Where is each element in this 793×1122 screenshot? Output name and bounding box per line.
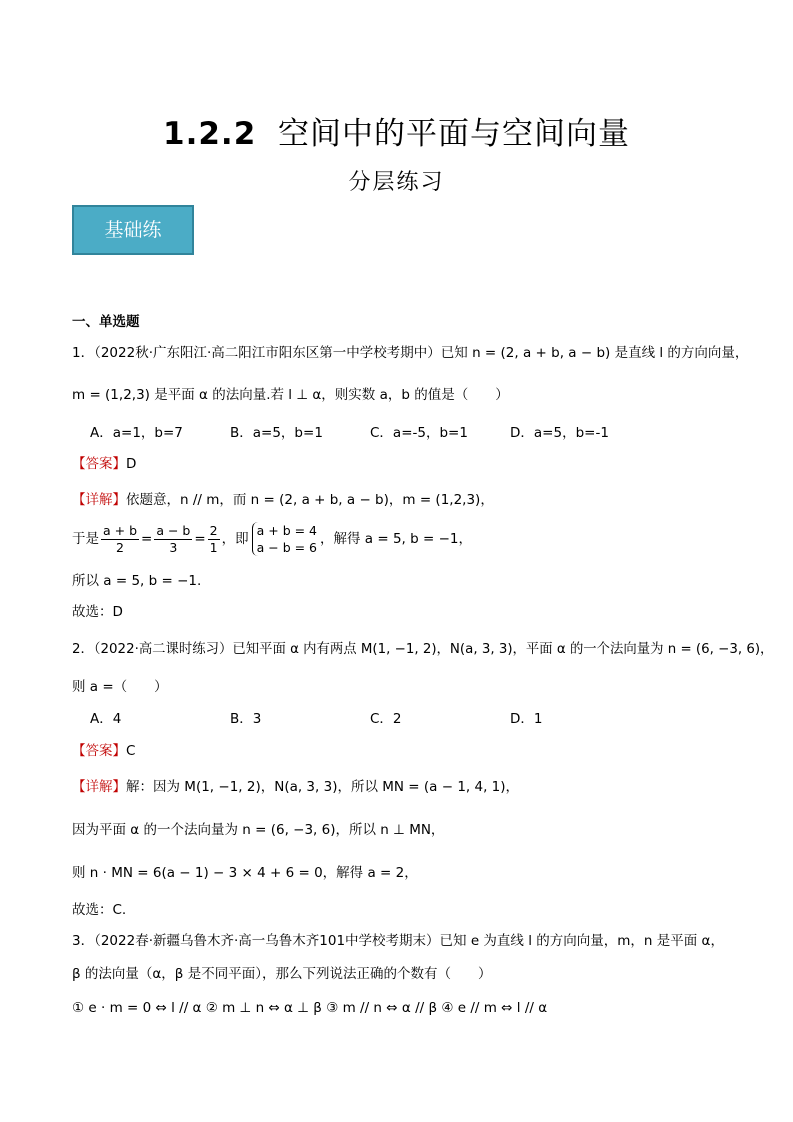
q3-stem-line1: 3．（2022春·新疆乌鲁木齐·高一乌鲁木齐101中学校考期末）已知 e 为直线 l 的方向向量，m，n 是平面 α， [72,933,724,949]
q2-option-d: D．1 [510,711,543,727]
q1-stem-line1: 1．（2022秋·广东阳江·高二阳江市阳东区第一中学校考期中）已知 n = (2, a + b, a − b) 是直线 l 的方向向量， [72,345,749,361]
answer-tag: 【答案】 [72,743,126,759]
title-number: 1.2.2 [163,116,257,152]
q1-detail2-mid: ，即 [221,531,249,547]
fraction-numerator: 2 [209,522,218,538]
q3-stem-line3: ① e · m = 0 ⇔ l // α ② m ⊥ n ⇔ α ⊥ β ③ m // n ⇔ α // β ④ e // m ⇔ l // α [72,1000,548,1016]
q1-choose: 故选：D [72,604,123,620]
equation-bottom: a − b = 6 [256,540,317,555]
q2-answer-value: C [126,743,136,759]
q1-detail-line2: 于是 $\frac{a + b}{2}$ = $\frac{a - b}{3}$ = $\frac{2}{1}$ ，即 a + b = 4 a − b = 6 ，解得 a = 5, b = −1， [72,522,472,555]
q2-options [90,707,650,727]
q2-detail-line1 [72,775,519,795]
level-badge: 基础练 [72,205,194,255]
detail-tag: 【详解】 [72,492,126,508]
q2-option-a: A．4 [90,711,122,727]
q2-detail-text1: 解：因为 M(1, −1, 2)，N(a, 3, 3)，所以 MN = (a − 1, 4, 1)， [126,779,520,795]
fraction-numerator: a − b [156,522,191,538]
fraction [154,523,192,556]
q1-answer-value: D [126,456,137,472]
equation-system [252,522,317,556]
fraction-numerator: a + b [103,522,138,538]
answer-tag: 【答案】 [72,456,126,472]
page-title [0,108,793,153]
q1-option-b: B．a=5，b=1 [230,425,323,441]
q2-stem-line1: 2．（2022·高二课时练习）已知平面 α 内有两点 M(1, −1, 2)，N(a, 3, 3)，平面 α 的一个法向量为 n = (6, −3, 6)， [72,641,774,657]
q2-option-c: C．2 [370,711,402,727]
equation-top: a + b = 4 [256,523,317,538]
q1-options [90,421,650,441]
q1-detail-line3: 所以 a = 5, b = −1. [72,573,202,589]
q2-stem-line2: 则 a =（ ） [72,679,168,695]
fraction-denominator: 1 [209,539,218,555]
q3-stem-line2: β 的法向量（α，β 是不同平面），那么下列说法正确的个数有（ ） [72,966,492,982]
q1-option-d: D．a=5，b=-1 [510,425,609,441]
fraction [101,523,139,556]
q1-answer [72,452,136,472]
q2-option-b: B．3 [230,711,262,727]
fraction [208,523,220,556]
fraction-denominator: 2 [116,539,124,555]
q2-answer [72,739,135,759]
q2-detail-line3: 则 n · MN = 6(a − 1) − 3 × 4 + 6 = 0，解得 a = 2， [72,865,418,881]
q1-option-c: C．a=-5，b=1 [370,425,468,441]
fraction-denominator: 3 [169,539,178,555]
q1-detail2-post: ，解得 a = 5, b = −1， [320,531,472,547]
q2-choose: 故选：C. [72,902,127,918]
section-heading: 一、单选题 [72,314,140,330]
q1-option-a: A．a=1，b=7 [90,425,183,441]
detail-tag: 【详解】 [72,779,126,795]
title-text: 空间中的平面与空间向量 [277,116,630,152]
q1-stem-line2: m = (1,2,3) 是平面 α 的法向量.若 l ⊥ α，则实数 a，b 的值是（ ） [72,387,509,403]
q1-detail-text1: 依题意，n // m，而 n = (2, a + b, a − b)，m = (1,2,3)， [126,492,494,508]
q2-detail-line2: 因为平面 α 的一个法向量为 n = (6, −3, 6)，所以 n ⊥ MN， [72,822,445,838]
q1-detail2-pre: 于是 [72,531,99,547]
q1-detail-line1 [72,488,494,508]
page-subtitle: 分层练习 [348,170,445,195]
